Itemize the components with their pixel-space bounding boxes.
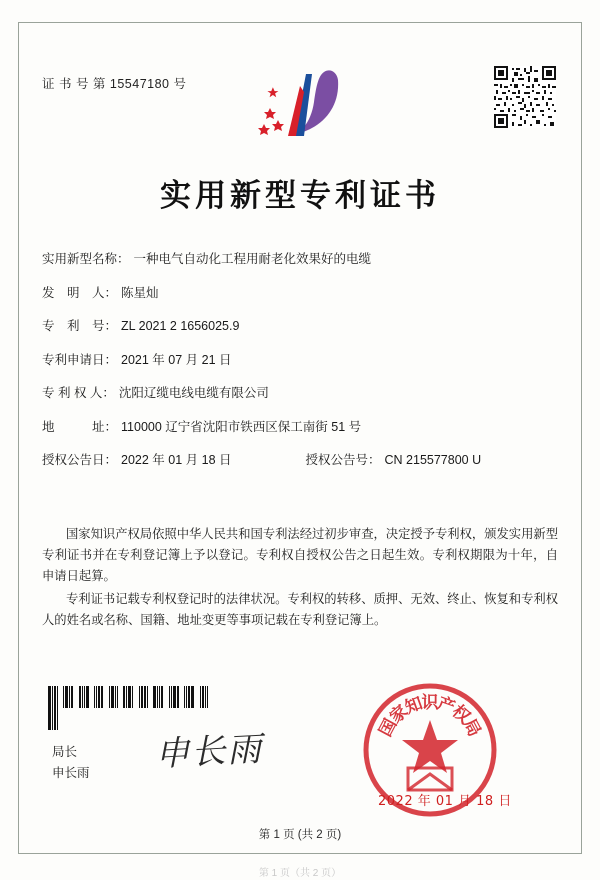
field-value: 2021 年 07 月 21 日 [121, 352, 232, 367]
signature-title: 局长 [52, 745, 78, 759]
field-label-grant-date: 授权公告日： [42, 453, 118, 467]
page-footer-faint: 第 1 页（共 2 页） [258, 868, 342, 879]
svg-text:家: 家 [386, 701, 413, 728]
field-value-grant-date: 2022 年 01 月 18 日 [121, 453, 232, 467]
qr-code [494, 66, 556, 128]
field-value: 一种电气自动化工程用耐老化效果好的电缆 [133, 252, 372, 266]
field-row [42, 418, 558, 436]
field-label: 发 明 人： [42, 285, 118, 300]
field-row [42, 284, 558, 302]
field-row-authorization [42, 451, 558, 469]
certificate-number: 证 书 号 第 15547180 号 [42, 77, 187, 91]
field-label: 实用新型名称： [42, 252, 130, 266]
field-value: 沈阳辽缆电线电缆有限公司 [118, 386, 269, 400]
seal-date: 2022 年 01 月 18 日 [378, 794, 512, 809]
field-label: 地 址： [42, 419, 118, 434]
signature-labels [52, 742, 90, 784]
field-label: 专 利 权 人： [42, 386, 115, 400]
field-value-grant-no: CN 215577800 U [384, 453, 482, 467]
field-label-grant-no: 授权公告号： [305, 453, 381, 467]
signature-handwriting: 申长雨 [154, 729, 265, 775]
svg-text:识: 识 [421, 693, 439, 713]
page-footer: 第 1 页 (共 2 页) [258, 829, 342, 841]
field-value: ZL 2021 2 1656025.9 [121, 319, 240, 333]
svg-text:国: 国 [375, 715, 402, 741]
field-label: 专 利 号： [42, 319, 118, 333]
field-value: 陈星灿 [121, 285, 159, 300]
field-row [42, 317, 558, 335]
field-right-group [306, 451, 482, 469]
paragraph: 国家知识产权局依照中华人民共和国专利法经过初步审查，决定授予专利权，颁发实用新型专利证书并在专利登记簿上予以登记。专利权自授权公告之日起生效。专利权期限为十年，自申请日起算。 [42, 527, 558, 583]
signature-printed-name: 申长雨 [52, 766, 90, 780]
field-row [42, 351, 558, 369]
cnipa-logo-icon [252, 62, 348, 140]
field-row [42, 250, 558, 268]
field-value: 110000 辽宁省沈阳市铁西区保工南街 51 号 [121, 419, 362, 434]
field-row [42, 384, 558, 402]
page-title: 实用新型专利证书 [160, 178, 440, 214]
legal-text [42, 524, 558, 633]
svg-text:局: 局 [458, 715, 485, 741]
paragraph: 专利证书记载专利权登记时的法律状况。专利权的转移、质押、无效、终止、恢复和专利权人的姓名或名称、国籍、地址变更等事项记载在专利登记簿上。 [42, 592, 558, 627]
fields-list [42, 250, 558, 485]
svg-text:权: 权 [447, 701, 474, 728]
barcode [48, 686, 212, 708]
svg-text:知: 知 [402, 693, 426, 719]
field-label: 专利申请日： [42, 352, 118, 367]
svg-text:产: 产 [434, 693, 458, 719]
